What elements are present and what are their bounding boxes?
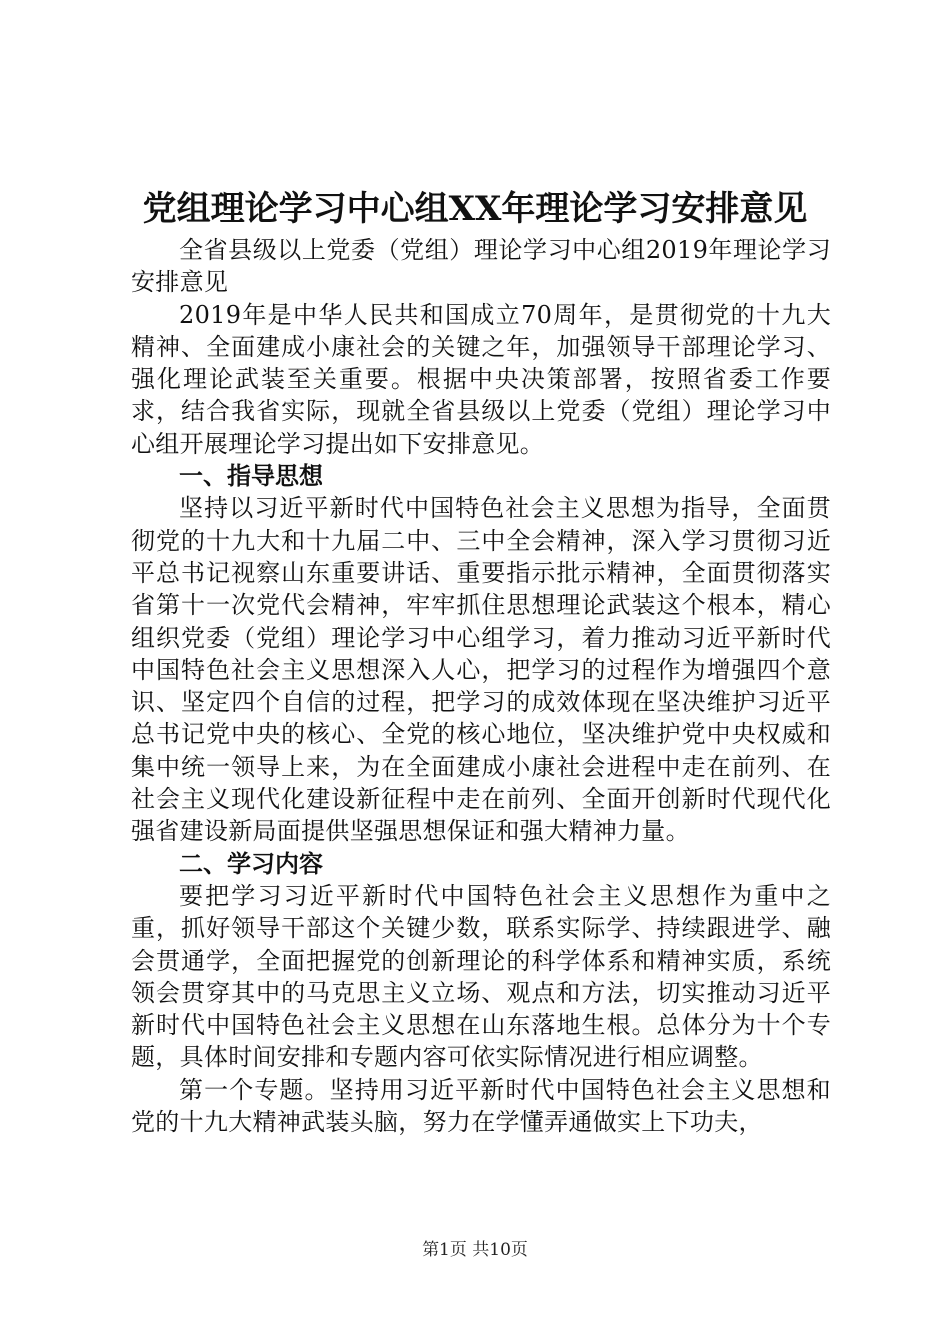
section-heading-study-content: 二、学习内容: [179, 848, 323, 878]
document-body: [131, 234, 831, 1138]
paragraph-study-content: 要把学习习近平新时代中国特色社会主义思想作为重中之重，抓好领导干部这个关键少数，联系实际学、持续跟进学、融会贯通学，全面把握党的创新理论的科学体系和精神实质，系统领会贯穿其中的马克思主义立场、观点和方法，切实推动习近平新时代中国特色社会主义思想在山东落地生根。总体分为十个专题，具体时间安排和专题内容可依实际情况进行相应调整。: [131, 881, 831, 1072]
paragraph-guiding-ideology: 坚持以习近平新时代中国特色社会主义思想为指导，全面贯彻党的十九大和十九届二中、三中全会精神，深入学习贯彻习近平总书记视察山东重要讲话、重要指示批示精神，全面贯彻落实省第十一次党代会精神，牢牢抓住思想理论武装这个根本，精心组织党委（党组）理论学习中心组学习，着力推动习近平新时代中国特色社会主义思想深入人心，把学习的过程作为增强四个意识、坚定四个自信的过程，把学习的成效体现在坚决维护习近平总书记党中央的核心、全党的核心地位，坚决维护党中央权威和集中统一领导上来，为在全面建成小康社会进程中走在前列、在社会主义现代化建设新征程中走在前列、全面开创新时代现代化强省建设新局面提供坚强思想保证和强大精神力量。: [131, 494, 831, 846]
paragraph-intro: 2019年是中华人民共和国成立70周年，是贯彻党的十九大精神、全面建成小康社会的关键之年，加强领导干部理论学习、强化理论武装至关重要。根据中央决策部署，按照省委工作要求，结合我省实际，现就全省县级以上党委（党组）理论学习中心组开展理论学习提出如下安排意见。: [131, 300, 831, 458]
page-number-footer: 第1页 共10页: [422, 1240, 528, 1260]
section-heading-guiding-ideology: 一、指导思想: [179, 461, 323, 491]
paragraph-subtitle: 全省县级以上党委（党组）理论学习中心组2019年理论学习安排意见: [131, 236, 831, 297]
document-title: 党组理论学习中心组XX年理论学习安排意见: [142, 189, 808, 229]
paragraph-first-topic: 第一个专题。坚持用习近平新时代中国特色社会主义思想和党的十九大精神武装头脑，努力在学懂弄通做实上下功夫，: [131, 1075, 831, 1137]
